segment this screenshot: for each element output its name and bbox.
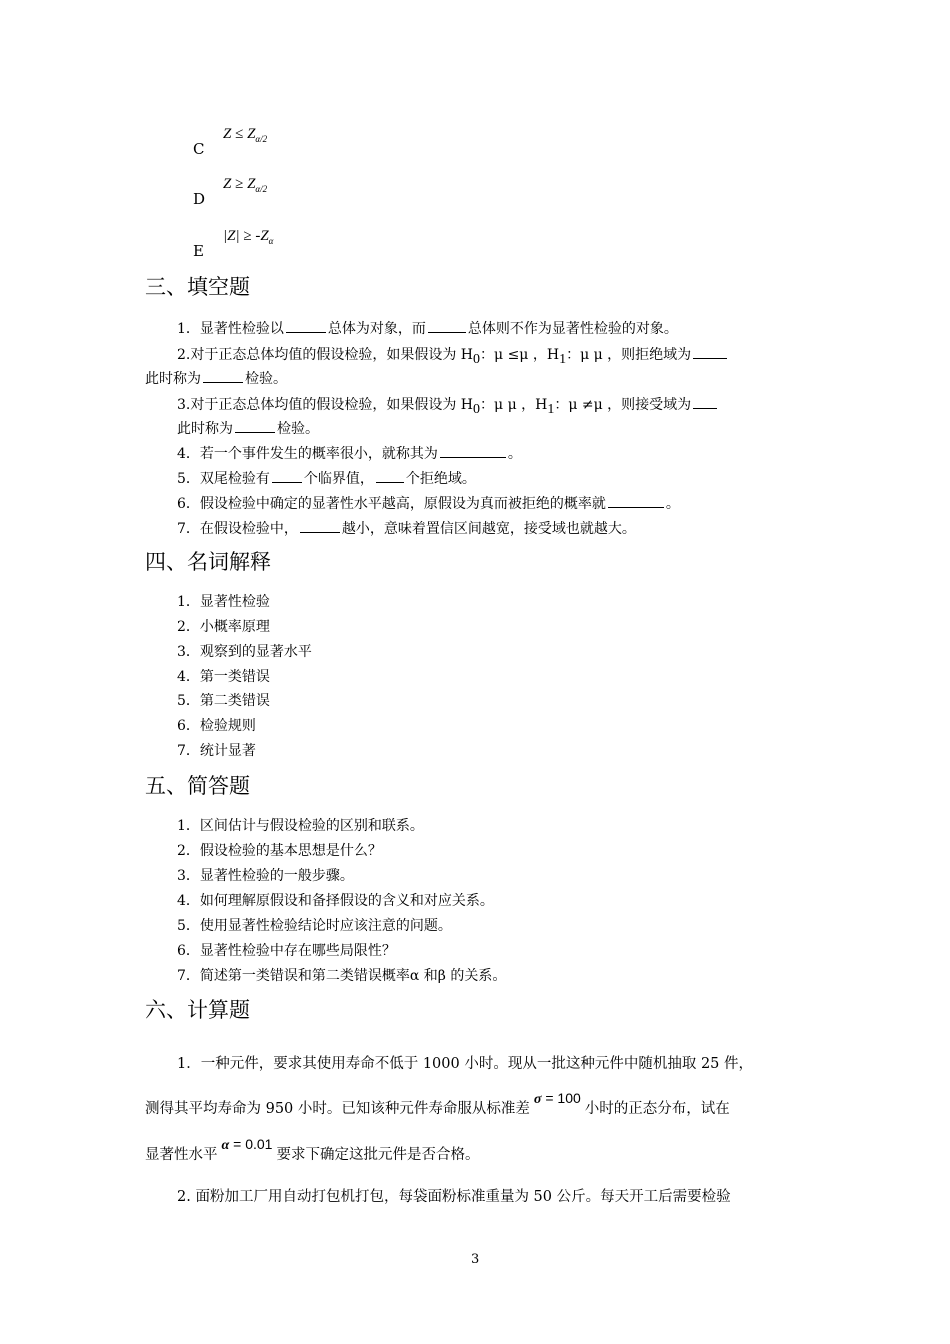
option-d-rhs: Z: [247, 176, 256, 192]
blank: [693, 344, 727, 359]
blank: [272, 468, 302, 483]
s4-item: 6．检验规则: [177, 718, 256, 734]
s3-q3-cont: 此时称为 检验。: [177, 418, 319, 438]
s5-item: 3．显著性检验的一般步骤。: [177, 868, 354, 884]
s5-item: 5．使用显著性检验结论时应该注意的问题。: [177, 918, 452, 934]
s6-p2-line1: 2. 面粉加工厂用自动打包机打包，每袋面粉标准重量为 50 公斤。每天开工后需要检验: [177, 1189, 731, 1205]
s5-item: 2．假设检验的基本思想是什么？: [177, 843, 382, 859]
section5-title: 五、简答题: [145, 774, 250, 798]
blank: [376, 468, 404, 483]
option-e-sub: α: [268, 236, 274, 246]
alpha-formula: α = 0.01: [221, 1136, 273, 1153]
sigma-formula: σ = 100: [533, 1090, 581, 1107]
option-d-letter: D: [193, 190, 206, 208]
blank: [286, 318, 326, 333]
s4-item: 3．观察到的显著水平: [177, 644, 312, 660]
s4-item: 7．统计显著: [177, 743, 256, 759]
blank: [428, 318, 466, 333]
s3-q2: 2.对于正态总体均值的假设检验，如果假设为 $H_0$：μ ≤μ ，$H_1$：μ μ ，则拒绝域为: [177, 344, 729, 368]
s3-q1: 1．显著性检验以 总体为对象，而 总体则不作为显著性检验的对象。: [177, 318, 678, 338]
blank: [235, 418, 275, 433]
s3-q4: 4．若一个事件发生的概率很小，就称其为 。: [177, 443, 522, 463]
option-c-rhs: Z: [247, 126, 256, 142]
option-d-op: ≥: [235, 176, 244, 192]
option-e-rhs: -Z: [255, 228, 269, 244]
blank: [440, 443, 506, 458]
s6-p1-line2: 测得其平均寿命为 950 小时。已知该种元件寿命服从标准差σ = 100小时的正态分布，试在: [145, 1090, 730, 1117]
option-c-sub: α/2: [255, 134, 268, 144]
blank: [203, 368, 243, 383]
option-c-formula: [223, 126, 267, 144]
option-d-var: Z: [223, 176, 232, 192]
page-number: 3: [471, 1252, 480, 1267]
blank: [693, 394, 717, 409]
blank: [300, 518, 340, 533]
section4-title: 四、名词解释: [145, 550, 271, 574]
option-e-var: |Z|: [223, 228, 240, 244]
s6-p1-line1: 1．一种元件，要求其使用寿命不低于 1000 小时。现从一批这种元件中随机抽取 25 件，: [177, 1056, 754, 1072]
option-c-letter: C: [193, 140, 205, 158]
blank: [608, 493, 664, 508]
s6-p1-line3: 显著性水平α = 0.01要求下确定这批元件是否合格。: [145, 1136, 480, 1163]
option-e-formula: [223, 228, 273, 246]
option-e-op: ≥: [243, 228, 252, 244]
s3-q7: 7．在假设检验中， 越小，意味着置信区间越宽，接受域也就越大。: [177, 518, 636, 538]
s3-q6: 6．假设检验中确定的显著性水平越高，原假设为真而被拒绝的概率就 。: [177, 493, 680, 513]
option-d-sub: α/2: [255, 184, 268, 194]
s4-item: 5．第二类错误: [177, 693, 270, 709]
s4-item: 1．显著性检验: [177, 594, 270, 610]
s4-item: 2．小概率原理: [177, 619, 270, 635]
s4-item: 4．第一类错误: [177, 669, 270, 685]
option-e-letter: E: [193, 242, 204, 260]
s5-item: 6．显著性检验中存在哪些局限性？: [177, 943, 396, 959]
s5-item: 1．区间估计与假设检验的区别和联系。: [177, 818, 424, 834]
s3-q5: 5．双尾检验有 个临界值， 个拒绝域。: [177, 468, 476, 488]
s5-item: 4．如何理解原假设和备择假设的含义和对应关系。: [177, 893, 494, 909]
option-d-formula: [223, 176, 267, 194]
option-c-var: Z: [223, 126, 232, 142]
s3-q3: 3.对于正态总体均值的假设检验，如果假设为 $H_0$：μ μ ，$H_1$：μ ≠μ ，则接受域为: [177, 394, 719, 418]
section3-title: 三、填空题: [145, 275, 250, 299]
option-c-op: ≤: [235, 126, 244, 142]
s5-item: 7．简述第一类错误和第二类错误概率α 和β 的关系。: [177, 968, 507, 984]
s3-q2-cont: 此时称为 检验。: [145, 368, 287, 388]
section6-title: 六、计算题: [145, 998, 250, 1022]
